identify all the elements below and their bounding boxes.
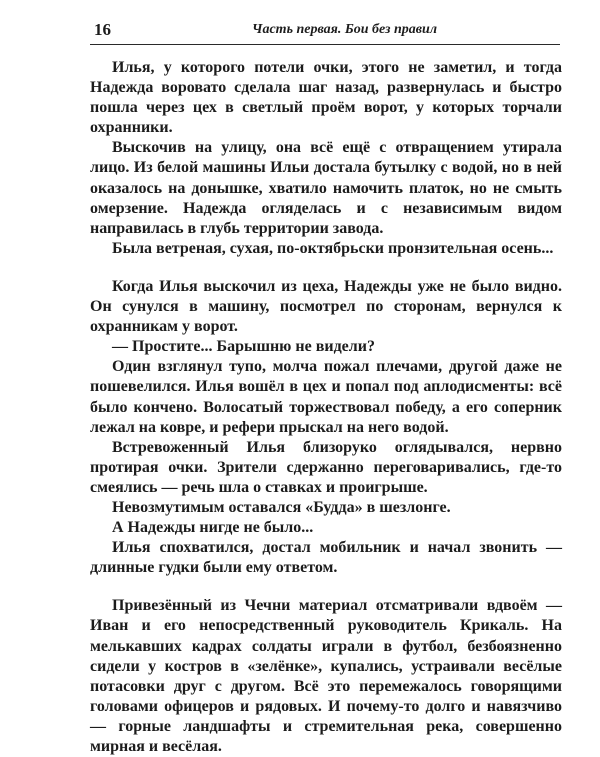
paragraph: Один взглянул тупо, молча пожал плечами, другой даже не пошевелился. Илья вошёл в цех и попал под аплодисменты: всё было кончено. Волосатый торжествовал победу, а его соперник лежал на ковре, и рефери прыскал на него водой. [90,358,562,436]
page-number: 16 [94,20,111,39]
running-header [90,14,560,45]
paragraph: Выскочив на улицу, она всё ещё с отвращением утирала лицо. Из белой машины Ильи достала бутылку с водой, но в ней оказалось на донышке, хватило намочить платок, но не смыть омерзение. Надежда огляделась и с независимым видом направилась в глубь территории завода. [90,139,562,237]
body-text [90,58,562,757]
running-title: Часть первая. Бои без правил [252,22,438,37]
paragraph: А Надежды нигде не было... [112,519,314,537]
paragraph: Илья спохватился, достал мобильник и начал звонить — длинные гудки были ему ответом. [90,539,562,577]
section-break [90,259,562,277]
paragraph: Илья, у которого потели очки, этого не заметил, и тогда Надежда воровато сделала шаг назад, развернулась и быстро пошла через цех в светлый проём ворот, у которых торчали охранники. [90,59,562,137]
paragraph: Невозмутимым оставался «Будда» в шезлонге. [112,498,451,516]
paragraph: Привезённый из Чечни материал отсматривали вдвоём — Иван и его непосредственный руководитель Крикаль. На мелькавших кадрах солдаты играли в футбол, безбоязненно сидели у костров в «зелёнке», купались, устраивали весёлые потасовки друг с другом. Всё это перемежалось говорящими головами офицеров и рядовых. И почему-то долго и навязчиво — горные ландшафты и стремительная река, совершенно мирная и весёлая. [90,597,562,755]
paragraph: Когда Илья выскочил из цеха, Надежды уже не было видно. Он сунулся в машину, посмотрел по сторонам, вернулся к охранникам у ворот. [90,277,562,336]
section-break [90,578,562,596]
paragraph: Встревоженный Илья близоруко оглядывался, нервно протирая очки. Зрители сдержанно переговаривались, где-то смеялись — речь шла о ставках и проигрыше. [90,438,562,496]
paragraph: — Простите... Барышню не видели? [112,338,375,356]
paragraph: Была ветреная, сухая, по-октябрьски пронзительная осень... [112,239,554,257]
